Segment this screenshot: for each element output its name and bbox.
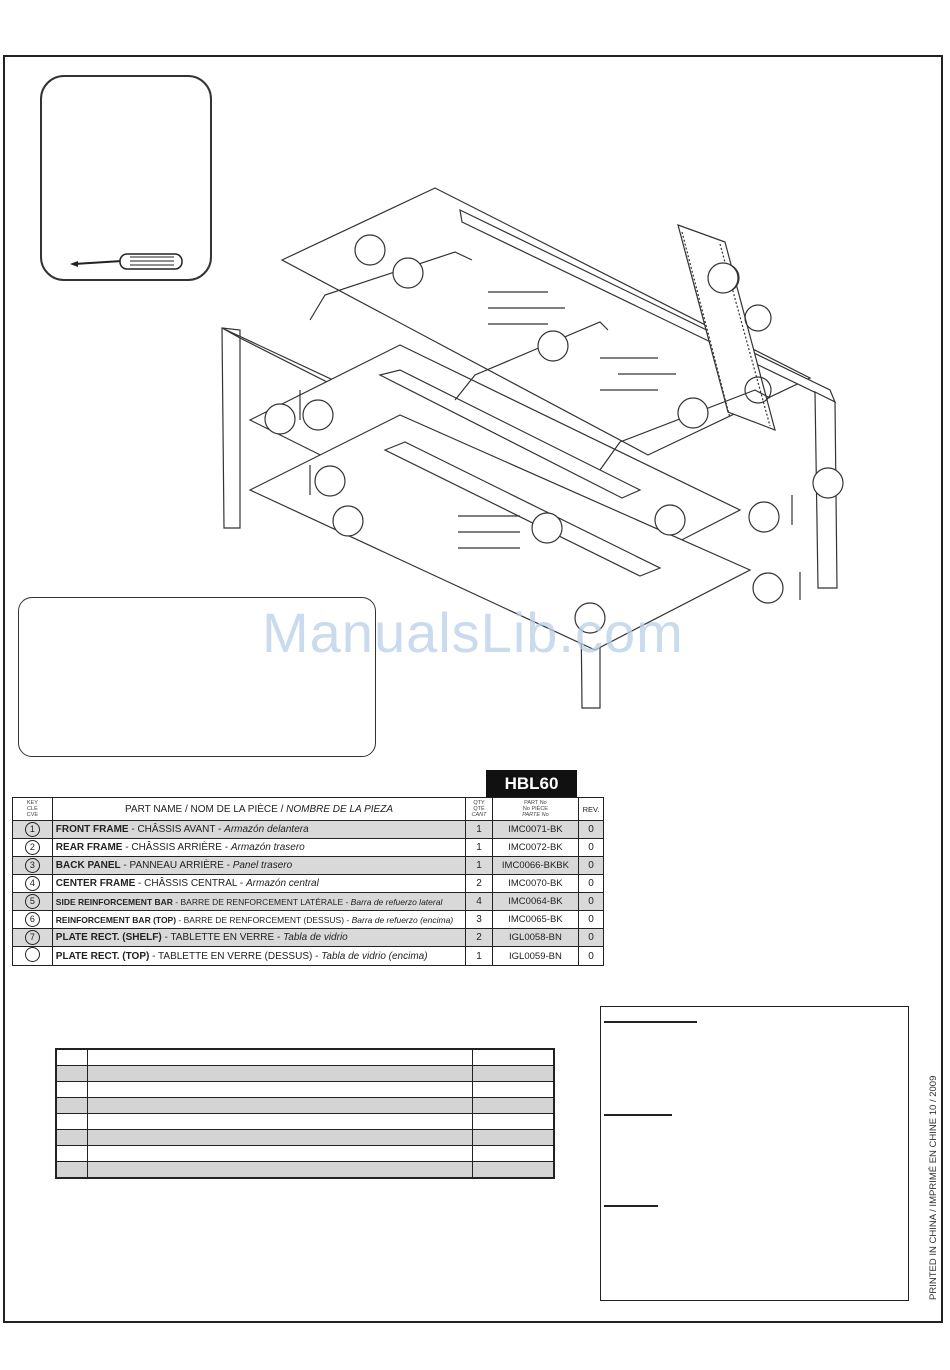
hardware-row [56, 1066, 554, 1082]
header-part-name: PART NAME / NOM DE LA PIÈCE / NOMBRE DE LA PIEZA [52, 798, 465, 821]
table-row: 7 PLATE RECT. (SHELF) - TABLETTE EN VERRE - Tabla de vidrio 2 IGL0058-BN 0 [13, 929, 604, 947]
hardware-row [56, 1146, 554, 1162]
table-row: 3 BACK PANEL - PANNEAU ARRIÈRE - Panel trasero 1 IMC0066-BKBK 0 [13, 857, 604, 875]
hardware-row [56, 1082, 554, 1098]
parts-table [12, 797, 604, 966]
watermark: ManualsLib.com [262, 601, 684, 664]
table-row: PLATE RECT. (TOP) - TABLETTE EN VERRE (DESSUS) - Tabla de vidrio (encima) 1 IGL0059-BN 0 [13, 947, 604, 966]
hardware-row [56, 1049, 554, 1066]
hardware-row [56, 1114, 554, 1130]
info-heading-line [604, 1114, 672, 1116]
tools-box [40, 75, 212, 281]
model-label: HBL60 [486, 770, 577, 797]
printed-in-note: PRINTED IN CHINA / IMPRIMÉ EN CHINE 10 / 2009 [928, 1075, 939, 1300]
table-row: 2 REAR FRAME - CHÂSSIS ARRIÈRE - Armazón trasero 1 IMC0072-BK 0 [13, 839, 604, 857]
header-rev: REV. [579, 798, 604, 821]
screwdriver-icon [42, 77, 210, 279]
table-row: 4 CENTER FRAME - CHÂSSIS CENTRAL - Armazón central 2 IMC0070-BK 0 [13, 875, 604, 893]
info-heading-line [604, 1205, 658, 1207]
table-row: 1 FRONT FRAME - CHÂSSIS AVANT - Armazón delantera 1 IMC0071-BK 0 [13, 821, 604, 839]
hardware-table [55, 1048, 555, 1179]
table-row: 5 SIDE REINFORCEMENT BAR - BARRE DE RENFORCEMENT LATÉRALE - Barra de refuerzo lateral 4 IMC0064-BK 0 [13, 893, 604, 911]
parts-table-header: KEY CLÉ CVE PART NAME / NOM DE LA PIÈCE / NOMBRE DE LA PIEZA QTY QTÉ CANT PART No No PIÈCE PARTE No REV. [13, 798, 604, 821]
hardware-row [56, 1162, 554, 1179]
info-box [600, 1006, 909, 1301]
info-heading-line [604, 1021, 697, 1023]
table-row: 6 REINFORCEMENT BAR (TOP) - BARRE DE RENFORCEMENT (DESSUS) - Barra de refuerzo (encima) 3 IMC0065-BK 0 [13, 911, 604, 929]
hardware-row [56, 1130, 554, 1146]
hardware-row [56, 1098, 554, 1114]
